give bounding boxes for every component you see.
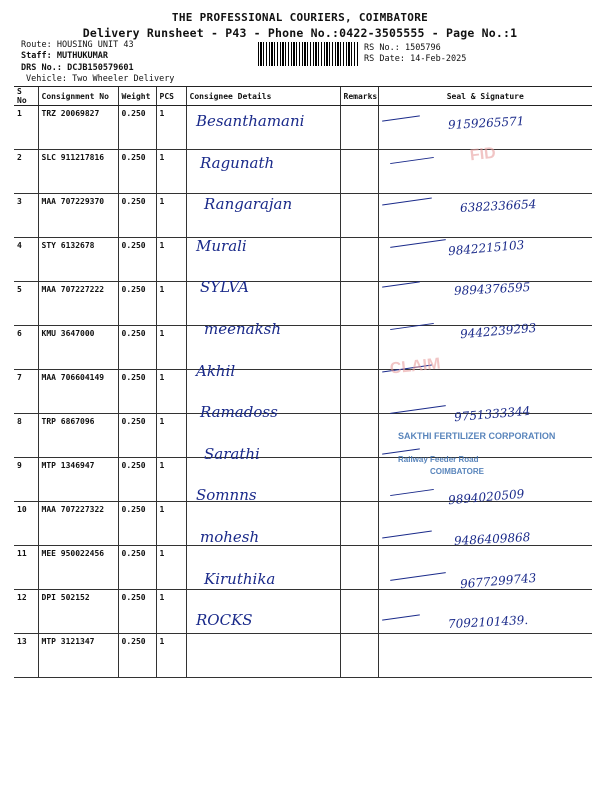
cell-sno: 8 <box>14 414 38 458</box>
handwritten-phone: 6382336654 <box>459 197 537 216</box>
cell-weight: 0.250 <box>118 194 156 238</box>
consignee-handwritten-name: meenaksh <box>204 320 282 338</box>
route-line: Route: HOUSING UNIT 43 <box>21 40 134 50</box>
cell-pcs: 1 <box>156 150 186 194</box>
cell-remarks <box>340 106 378 150</box>
cell-pcs: 1 <box>156 106 186 150</box>
faint-stamp-mark: FID <box>469 144 497 165</box>
cell-remarks <box>340 150 378 194</box>
handwritten-phone: 9894376595 <box>453 280 531 299</box>
company-title: THE PROFESSIONAL COURIERS, COIMBATORE <box>171 11 429 24</box>
cell-pcs: 1 <box>156 370 186 414</box>
runsheet-table <box>14 86 592 678</box>
col-sno: S No <box>14 87 38 106</box>
barcode <box>258 42 358 66</box>
rs-date-value: 14-Feb-2025 <box>410 54 467 64</box>
handwritten-phone: 9486409868 <box>453 530 531 548</box>
handwritten-phone: 7092101439. <box>447 613 529 632</box>
col-consignment: Consignment No <box>38 87 118 106</box>
company-stamp-line1: SAKTHI FERTILIZER CORPORATION <box>398 431 556 441</box>
cell-consignment: SLC 911217816 <box>38 150 118 194</box>
cell-consignment: MAA 707227222 <box>38 282 118 326</box>
staff-line: Staff: MUTHUKUMAR <box>21 51 109 61</box>
consignee-handwritten-name: mohesh <box>200 528 260 546</box>
cell-sno: 2 <box>14 150 38 194</box>
col-signature: Seal & Signature <box>378 87 592 106</box>
cell-weight: 0.250 <box>118 546 156 590</box>
cell-sno: 3 <box>14 194 38 238</box>
cell-consignment: MEE 950022456 <box>38 546 118 590</box>
cell-remarks <box>340 414 378 458</box>
table-row <box>14 634 592 678</box>
cell-weight: 0.250 <box>118 634 156 678</box>
consignee-handwritten-name: Kiruthika <box>204 569 276 588</box>
consignee-handwritten-name: Somnns <box>196 486 257 505</box>
cell-signature[interactable] <box>378 634 592 678</box>
cell-consignment: KMU 3647000 <box>38 326 118 370</box>
consignee-handwritten-name: Sarathi <box>204 444 260 463</box>
cell-remarks <box>340 634 378 678</box>
handwritten-phone: 9842215103 <box>447 237 525 259</box>
cell-sno: 13 <box>14 634 38 678</box>
cell-pcs: 1 <box>156 194 186 238</box>
cell-remarks <box>340 502 378 546</box>
consignee-handwritten-name: Besanthamani <box>196 112 305 130</box>
cell-pcs: 1 <box>156 458 186 502</box>
consignee-handwritten-name: SYLVA <box>200 278 250 297</box>
consignee-handwritten-name: ROCKS <box>196 611 253 630</box>
drs-line: DRS No.: DCJB150579601 <box>21 63 134 73</box>
cell-sno: 10 <box>14 502 38 546</box>
drs-value: DCJB150579601 <box>67 63 134 73</box>
cell-pcs: 1 <box>156 502 186 546</box>
cell-pcs: 1 <box>156 282 186 326</box>
cell-sno: 6 <box>14 326 38 370</box>
cell-remarks <box>340 238 378 282</box>
cell-weight: 0.250 <box>118 502 156 546</box>
handwritten-phone: 9894020509 <box>447 487 525 508</box>
cell-sno: 4 <box>14 238 38 282</box>
cell-weight: 0.250 <box>118 282 156 326</box>
cell-weight: 0.250 <box>118 150 156 194</box>
cell-remarks <box>340 282 378 326</box>
vehicle-value: Two Wheeler Delivery <box>72 74 175 84</box>
cell-consignment: STY 6132678 <box>38 238 118 282</box>
vehicle-line: Vehicle: Two Wheeler Delivery <box>26 74 175 84</box>
table-header-row <box>14 87 592 106</box>
cell-consignment: MTP 1346947 <box>38 458 118 502</box>
cell-remarks <box>340 546 378 590</box>
cell-pcs: 1 <box>156 634 186 678</box>
consignee-handwritten-name: Rangarajan <box>204 195 293 214</box>
cell-remarks <box>340 458 378 502</box>
cell-sno: 1 <box>14 106 38 150</box>
col-remarks: Remarks <box>340 87 378 106</box>
cell-sno: 11 <box>14 546 38 590</box>
consignee-handwritten-name: Akhil <box>196 361 236 380</box>
consignee-handwritten-name: Ramadoss <box>200 403 278 422</box>
rs-no-line: RS No.: 1505796 <box>364 43 441 53</box>
cell-weight: 0.250 <box>118 326 156 370</box>
handwritten-phone: 9442239293 <box>459 320 537 342</box>
staff-value: MUTHUKUMAR <box>56 51 109 61</box>
cell-consignment: MAA 707227322 <box>38 502 118 546</box>
handwritten-phone: 9751333344 <box>453 403 531 425</box>
runsheet-title: Delivery Runsheet - P43 - Phone No.:0422-3505555 - Page No.:1 <box>82 26 518 40</box>
cell-weight: 0.250 <box>118 370 156 414</box>
col-weight: Weight <box>118 87 156 106</box>
cell-consignment: MAA 707229370 <box>38 194 118 238</box>
route-value: HOUSING UNIT 43 <box>56 40 134 50</box>
cell-consignment: DPI 502152 <box>38 590 118 634</box>
handwritten-phone: 9159265571 <box>447 114 525 132</box>
handwritten-phone: 9677299743 <box>459 570 537 591</box>
cell-weight: 0.250 <box>118 106 156 150</box>
cell-weight: 0.250 <box>118 414 156 458</box>
cell-remarks <box>340 370 378 414</box>
cell-consignment: MAA 706604149 <box>38 370 118 414</box>
cell-consignment: TRP 6867096 <box>38 414 118 458</box>
cell-pcs: 1 <box>156 414 186 458</box>
cell-weight: 0.250 <box>118 238 156 282</box>
rs-no-value: 1505796 <box>404 43 441 53</box>
cell-weight: 0.250 <box>118 458 156 502</box>
cell-pcs: 1 <box>156 326 186 370</box>
cell-remarks <box>340 590 378 634</box>
cell-consignment: MTP 3121347 <box>38 634 118 678</box>
cell-remarks <box>340 194 378 238</box>
cell-pcs: 1 <box>156 238 186 282</box>
cell-pcs: 1 <box>156 590 186 634</box>
cell-remarks <box>340 326 378 370</box>
cell-sno: 9 <box>14 458 38 502</box>
cell-sno: 7 <box>14 370 38 414</box>
company-stamp-line3: COIMBATORE <box>430 467 484 476</box>
company-stamp-line2: Railway Feeder Road <box>398 455 479 464</box>
cell-consignment: TRZ 20069827 <box>38 106 118 150</box>
consignee-handwritten-name: Murali <box>196 236 247 255</box>
table-row <box>14 150 592 194</box>
col-pcs: PCS <box>156 87 186 106</box>
cell-sno: 5 <box>14 282 38 326</box>
rs-date-line: RS Date: 14-Feb-2025 <box>364 54 467 64</box>
cell-consignee <box>186 634 340 678</box>
col-consignee: Consignee Details <box>186 87 340 106</box>
consignee-handwritten-name: Ragunath <box>200 153 275 172</box>
cell-weight: 0.250 <box>118 590 156 634</box>
cell-pcs: 1 <box>156 546 186 590</box>
cell-sno: 12 <box>14 590 38 634</box>
faint-stamp-mark: CLAIM <box>389 355 442 378</box>
